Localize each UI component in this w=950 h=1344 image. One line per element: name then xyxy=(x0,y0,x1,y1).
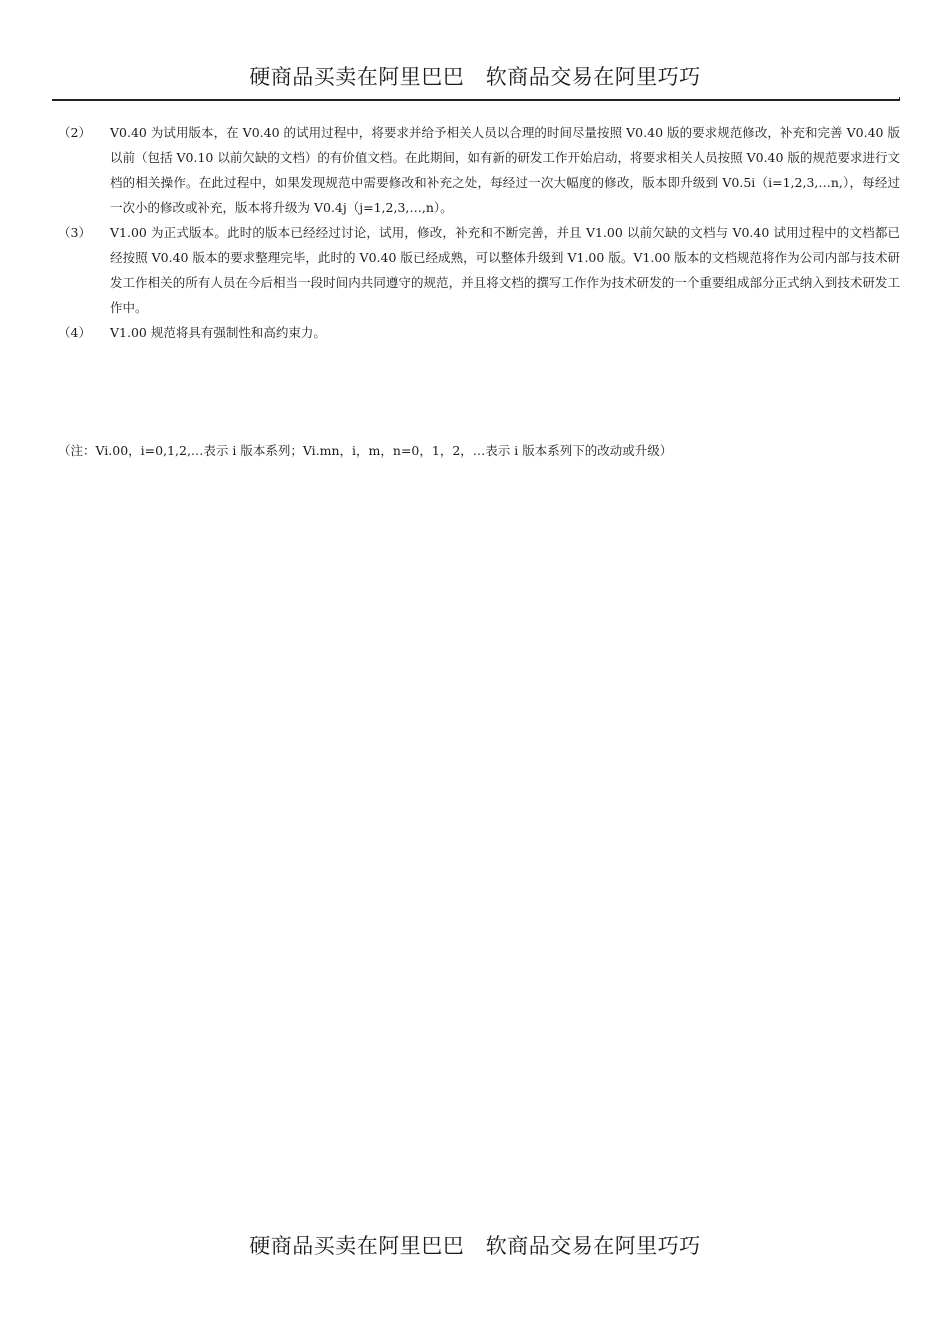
list-item-text: V0.40 为试用版本，在 V0.40 的试用过程中，将要求并给予相关人员以合理的时间尽量按照 V0.40 版的要求规范修改，补充和完善 V0.40 版以前（包括 V0.10 以前欠缺的文档）的有价值文档。在此期间，如有新的研发工作开始启动，将要求相关人员按照 V0.40 版的规范要求进行文档的相关操作。在此过程中，如果发现规范中需要修改和补充之处，每经过一次大幅度的修改，版本即升级到 V0.5i（i=1,2,3,…n,），每经过一次小的修改或补充，版本将升级为 V0.4j（j=1,2,3,…,n）。 xyxy=(110,125,900,215)
list-item xyxy=(58,320,900,345)
page-header-title: 硬商品买卖在阿里巴巴 软商品交易在阿里巧巧 xyxy=(249,65,701,89)
list-item xyxy=(58,220,900,320)
version-note: （注：Vi.00，i=0,1,2,…表示 i 版本系列；Vi.mn，i，m，n=0，1，2，…表示 i 版本系列下的改动或升级） xyxy=(58,443,673,458)
page-footer-title: 硬商品买卖在阿里巴巴 软商品交易在阿里巧巧 xyxy=(249,1234,701,1258)
list-item-text: V1.00 规范将具有强制性和高约束力。 xyxy=(110,325,326,340)
list-item-number: （4） xyxy=(58,325,91,340)
list-item-text: V1.00 为正式版本。此时的版本已经经过讨论，试用，修改，补充和不断完善，并且 V1.00 以前欠缺的文档与 V0.40 试用过程中的文档都已经按照 V0.40 版本的要求整理完毕，此时的 V0.40 版已经成熟，可以整体升级到 V1.00 版。V1.00 版本的文档规范将作为公司内部与技术研发工作相关的所有人员在今后相当一段时间内共同遵守的规范，并且将文档的撰写工作作为技术研发的一个重要组成部分正式纳入到技术研发工作中。 xyxy=(110,225,900,315)
list-item xyxy=(58,120,900,220)
numbered-list xyxy=(58,120,900,345)
header-divider xyxy=(52,99,900,101)
list-item-number: （2） xyxy=(58,125,91,140)
list-item-number: （3） xyxy=(58,225,91,240)
header-divider-tick xyxy=(899,97,900,101)
